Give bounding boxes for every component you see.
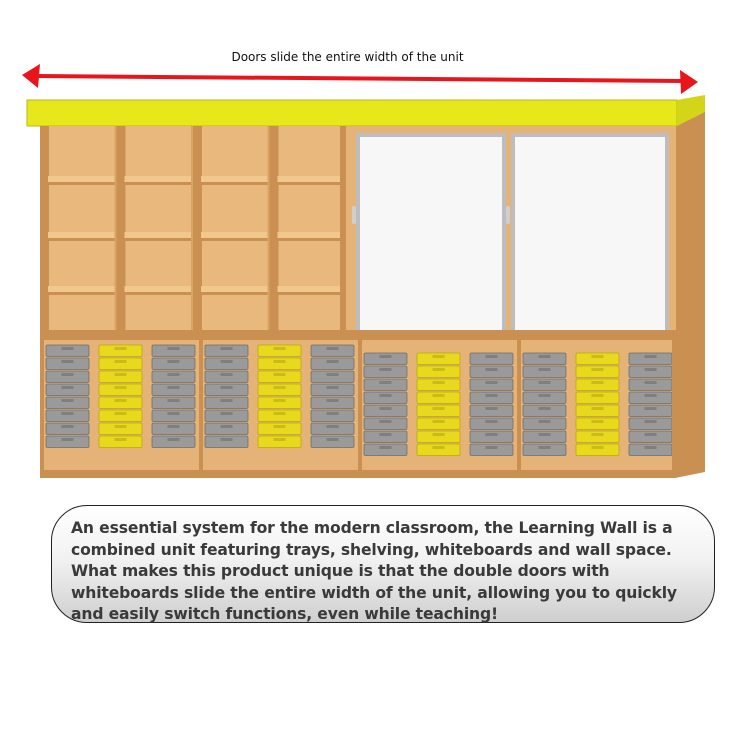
tray <box>523 418 566 430</box>
tray <box>629 405 672 417</box>
tray <box>417 392 460 404</box>
tray <box>99 345 142 357</box>
tray <box>576 366 619 378</box>
tray <box>99 397 142 409</box>
tray <box>470 405 513 417</box>
door-handle-icon <box>352 206 356 224</box>
tray <box>417 444 460 456</box>
tray <box>311 384 354 396</box>
tray <box>205 423 248 435</box>
tray <box>46 358 89 370</box>
shelf-bay <box>193 126 268 331</box>
width-arrow <box>22 64 698 94</box>
tray <box>629 353 672 365</box>
tray <box>152 397 195 409</box>
tray <box>417 431 460 443</box>
tray <box>205 397 248 409</box>
tray <box>311 436 354 448</box>
tray <box>46 397 89 409</box>
tray <box>152 436 195 448</box>
tray <box>523 379 566 391</box>
shelf-bay <box>270 126 345 331</box>
tray <box>417 366 460 378</box>
tray <box>152 371 195 383</box>
tray <box>470 392 513 404</box>
tray-column <box>358 340 407 472</box>
tray <box>311 371 354 383</box>
tray <box>205 436 248 448</box>
door-handle-icon <box>506 206 510 224</box>
tray <box>258 423 301 435</box>
tray <box>258 358 301 370</box>
tray <box>364 366 407 378</box>
tray <box>258 410 301 422</box>
tray <box>629 431 672 443</box>
whiteboard-door-left <box>352 133 506 334</box>
tray <box>523 405 566 417</box>
tray <box>205 371 248 383</box>
tray <box>258 436 301 448</box>
tray <box>99 436 142 448</box>
tray <box>470 379 513 391</box>
tray <box>99 423 142 435</box>
tray <box>205 410 248 422</box>
tray <box>417 405 460 417</box>
tray <box>258 371 301 383</box>
tray <box>523 366 566 378</box>
arrow-right-head <box>680 70 698 94</box>
tray-column <box>517 340 566 472</box>
tray <box>311 397 354 409</box>
tray <box>576 405 619 417</box>
tray <box>258 345 301 357</box>
tray <box>258 397 301 409</box>
tray <box>629 392 672 404</box>
tray <box>470 431 513 443</box>
tray <box>576 418 619 430</box>
tray <box>46 371 89 383</box>
tray <box>205 345 248 357</box>
arrow-left-head <box>22 64 40 88</box>
tray <box>576 392 619 404</box>
tray <box>576 444 619 456</box>
description-text: An essential system for the modern classroom, the Learning Wall is a combined unit featuring trays, shelving, whiteboards and wall space. What makes this product unique is that the double doors with whiteboards slide the entire width of the unit, allowing you to quickly and easily switch functions, even while teaching! <box>71 519 677 623</box>
tray <box>523 444 566 456</box>
tray <box>470 444 513 456</box>
tray <box>99 358 142 370</box>
tray <box>417 353 460 365</box>
tray <box>311 345 354 357</box>
tray <box>364 431 407 443</box>
tray <box>629 366 672 378</box>
yellow-cap <box>27 100 677 126</box>
tray <box>258 384 301 396</box>
tray <box>152 410 195 422</box>
shelf-bay <box>40 126 115 331</box>
tray <box>523 431 566 443</box>
tray <box>46 384 89 396</box>
tray <box>629 418 672 430</box>
tray <box>417 418 460 430</box>
tray <box>364 353 407 365</box>
description-box <box>51 505 715 623</box>
tray <box>364 405 407 417</box>
tray <box>99 410 142 422</box>
tray <box>523 353 566 365</box>
headline-label: Doors slide the entire width of the unit <box>231 50 464 64</box>
tray <box>470 418 513 430</box>
tray <box>152 423 195 435</box>
tray <box>99 384 142 396</box>
tray <box>152 345 195 357</box>
tray <box>311 358 354 370</box>
tray <box>46 410 89 422</box>
tray <box>470 353 513 365</box>
tray <box>576 431 619 443</box>
tray <box>417 379 460 391</box>
tray <box>470 366 513 378</box>
tray <box>576 353 619 365</box>
tray <box>523 392 566 404</box>
tray <box>364 418 407 430</box>
tray <box>311 410 354 422</box>
tray <box>205 384 248 396</box>
tray <box>364 392 407 404</box>
tray <box>46 423 89 435</box>
tray <box>576 379 619 391</box>
cabinet <box>27 95 705 478</box>
tray <box>311 423 354 435</box>
tray <box>46 436 89 448</box>
tray <box>152 358 195 370</box>
tray <box>205 358 248 370</box>
tray <box>46 345 89 357</box>
whiteboard-door-right <box>506 133 669 334</box>
tray <box>364 444 407 456</box>
tray <box>629 444 672 456</box>
tray <box>99 371 142 383</box>
tray <box>629 379 672 391</box>
shelf-bay <box>117 126 192 331</box>
tray <box>364 379 407 391</box>
tray <box>152 384 195 396</box>
